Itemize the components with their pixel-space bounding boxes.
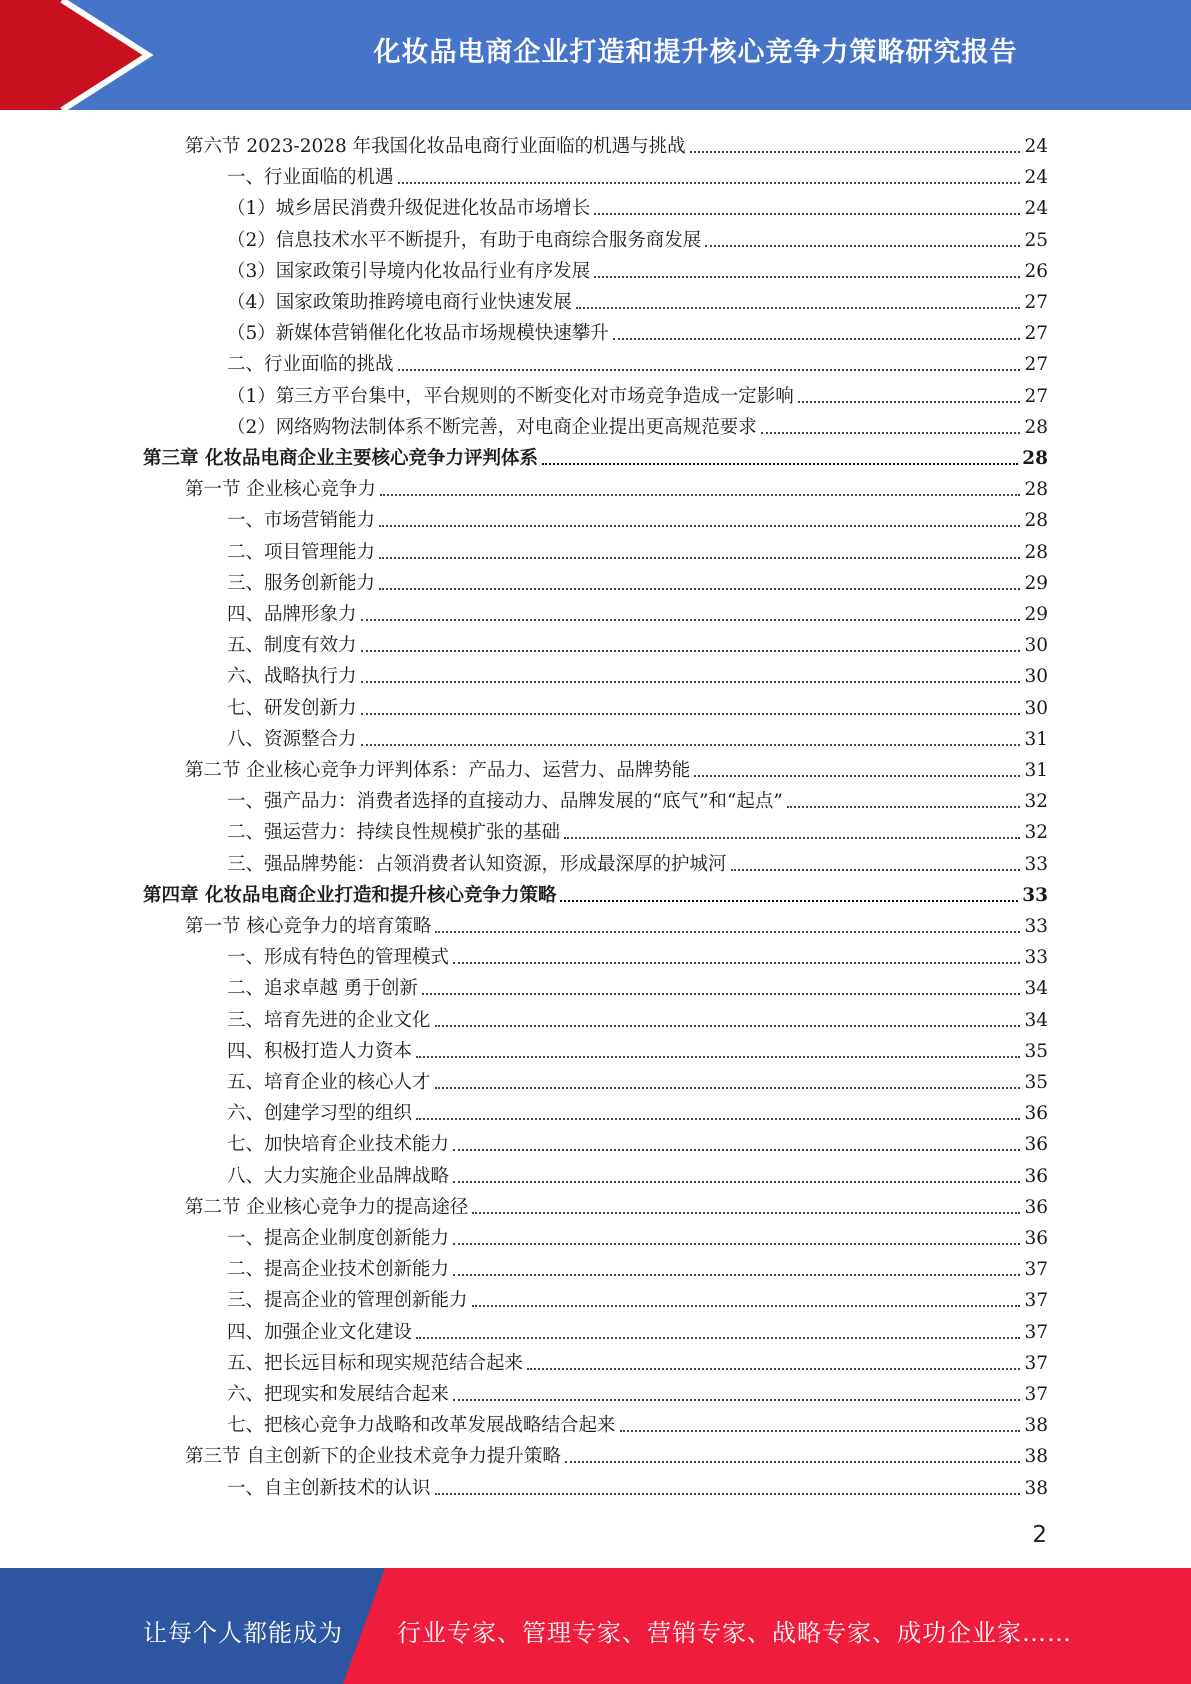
toc-entry-page: 28 xyxy=(1024,510,1048,532)
toc-entry-label: 七、研发创新力 xyxy=(227,697,357,719)
toc-entry[interactable] xyxy=(0,689,1048,720)
toc-entry[interactable] xyxy=(0,1469,1048,1500)
toc-leader-dots xyxy=(731,869,1021,871)
toc-entry-page: 37 xyxy=(1024,1384,1048,1405)
toc-entry-page: 25 xyxy=(1024,229,1048,251)
toc-entry[interactable] xyxy=(0,626,1048,657)
toc-entry-page: 29 xyxy=(1024,572,1048,594)
toc-entry-label: 一、形成有特色的管理模式 xyxy=(227,947,450,969)
toc-entry-page: 27 xyxy=(1024,292,1048,313)
toc-leader-dots xyxy=(435,931,1020,933)
toc-entry-page: 38 xyxy=(1024,1415,1048,1437)
toc-entry-label: 三、服务创新能力 xyxy=(227,572,376,594)
toc-entry[interactable] xyxy=(0,127,1048,158)
toc-leader-dots xyxy=(422,993,1021,995)
toc-entry-page: 24 xyxy=(1024,198,1048,220)
toc-entry-page: 36 xyxy=(1024,1134,1048,1156)
toc-entry-label: 四、品牌形象力 xyxy=(227,604,357,625)
toc-entry-page: 33 xyxy=(1024,853,1048,875)
toc-leader-dots xyxy=(416,1056,1020,1058)
toc-leader-dots xyxy=(620,1430,1021,1432)
toc-entry-page: 36 xyxy=(1024,1103,1048,1125)
toc-entry-page: 27 xyxy=(1024,354,1048,376)
toc-leader-dots xyxy=(594,276,1020,278)
toc-leader-dots xyxy=(361,744,1021,746)
toc-leader-dots xyxy=(361,713,1021,715)
toc-entry[interactable] xyxy=(0,314,1048,345)
toc-entry[interactable] xyxy=(0,470,1048,501)
toc-entry-label: （2）网络购物法制体系不断完善，对电商企业提出更高规范要求 xyxy=(227,416,757,438)
toc-leader-dots xyxy=(564,837,1020,839)
toc-leader-dots xyxy=(690,151,1021,153)
toc-entry-page: 36 xyxy=(1024,1228,1048,1249)
toc-leader-dots xyxy=(787,806,1021,808)
toc-leader-dots xyxy=(613,338,1021,340)
page-footer xyxy=(0,1568,1191,1684)
toc-entry-label: （5）新媒体营销催化化妆品市场规模快速攀升 xyxy=(227,323,609,345)
toc-entry[interactable] xyxy=(0,1375,1048,1406)
toc-leader-dots xyxy=(542,463,1018,465)
toc-entry-page: 36 xyxy=(1024,1196,1048,1218)
toc-entry[interactable] xyxy=(0,720,1048,751)
toc-entry-label: 七、加快培育企业技术能力 xyxy=(227,1134,450,1156)
toc-entry[interactable] xyxy=(0,533,1048,564)
toc-entry-label: 四、加强企业文化建设 xyxy=(227,1321,413,1343)
toc-entry-label: （2）信息技术水平不断提升，有助于电商综合服务商发展 xyxy=(227,229,702,251)
toc-entry-label: 六、创建学习型的组织 xyxy=(227,1103,413,1125)
toc-leader-dots xyxy=(453,962,1020,964)
toc-entry[interactable] xyxy=(0,938,1048,969)
toc-entry-label: 八、大力实施企业品牌战略 xyxy=(227,1165,450,1187)
toc-entry-label: 三、提高企业的管理创新能力 xyxy=(227,1290,468,1312)
toc-entry-label: 第一节 企业核心竞争力 xyxy=(185,479,376,501)
toc-entry-page: 27 xyxy=(1024,323,1048,345)
toc-entry[interactable] xyxy=(0,845,1048,876)
toc-entry-page: 37 xyxy=(1024,1290,1048,1312)
toc-entry-page: 37 xyxy=(1024,1259,1048,1281)
toc-leader-dots xyxy=(398,369,1021,371)
toc-leader-dots xyxy=(453,1399,1020,1401)
toc-entry[interactable] xyxy=(0,1281,1048,1312)
toc-entry-page: 28 xyxy=(1022,448,1048,469)
toc-entry-page: 31 xyxy=(1024,728,1048,750)
toc-leader-dots xyxy=(527,1368,1020,1370)
toc-entry-label: 二、提高企业技术创新能力 xyxy=(227,1259,450,1281)
toc-entry-page: 34 xyxy=(1024,1009,1048,1031)
toc-entry-page: 37 xyxy=(1024,1352,1048,1374)
toc-leader-dots xyxy=(453,1181,1020,1183)
toc-entry[interactable] xyxy=(0,595,1048,626)
toc-entry-page: 32 xyxy=(1024,822,1048,844)
toc-entry-label: 第二节 企业核心竞争力评判体系：产品力、运营力、品牌势能 xyxy=(185,760,691,781)
toc-leader-dots xyxy=(379,525,1020,527)
toc-entry-page: 32 xyxy=(1024,791,1048,813)
toc-leader-dots xyxy=(379,588,1020,590)
toc-entry-page: 30 xyxy=(1024,666,1048,688)
toc-entry-page: 34 xyxy=(1024,978,1048,1000)
toc-entry[interactable] xyxy=(0,1188,1048,1219)
toc-entry-label: 第三节 自主创新下的企业技术竞争力提升策略 xyxy=(185,1446,561,1468)
toc-entry[interactable] xyxy=(0,1157,1048,1188)
toc-entry-page: 27 xyxy=(1024,385,1048,407)
toc-entry[interactable] xyxy=(0,1313,1048,1344)
report-title: 化妆品电商企业打造和提升核心竞争力策略研究报告 xyxy=(373,37,1018,68)
toc-leader-dots xyxy=(361,619,1021,621)
toc-leader-dots xyxy=(379,557,1020,559)
toc-leader-dots xyxy=(560,900,1018,902)
toc-leader-dots xyxy=(416,1337,1020,1339)
toc-entry-page: 38 xyxy=(1024,1446,1048,1468)
toc-entry[interactable] xyxy=(0,751,1048,782)
toc-entry[interactable] xyxy=(0,1406,1048,1437)
toc-entry[interactable] xyxy=(0,969,1048,1000)
toc-entry-label: 第三章 化妆品电商企业主要核心竞争力评判体系 xyxy=(143,448,538,469)
toc-entry-label: 三、强品牌势能：占领消费者认知资源，形成最深厚的护城河 xyxy=(227,853,727,875)
toc-entry-page: 35 xyxy=(1024,1040,1048,1062)
toc-leader-dots xyxy=(472,1212,1020,1214)
toc-entry[interactable] xyxy=(0,158,1048,189)
toc-entry-label: 二、强运营力：持续良性规模扩张的基础 xyxy=(227,822,561,844)
toc-leader-dots xyxy=(361,681,1021,683)
toc-entry-page: 28 xyxy=(1024,541,1048,563)
toc-leader-dots xyxy=(398,182,1021,184)
toc-entry-label: （1）第三方平台集中，平台规则的不断变化对市场竞争造成一定影响 xyxy=(227,385,794,407)
toc-entry[interactable] xyxy=(0,439,1048,470)
toc-leader-dots xyxy=(435,1493,1021,1495)
toc-entry-page: 24 xyxy=(1024,136,1048,157)
toc-entry-page: 30 xyxy=(1024,635,1048,657)
toc-entry-label: 一、自主创新技术的认识 xyxy=(227,1477,431,1499)
toc-entry[interactable] xyxy=(0,1063,1048,1094)
toc-leader-dots xyxy=(453,1243,1020,1245)
toc-leader-dots xyxy=(761,432,1021,434)
toc-entry-label: 一、强产品力：消费者选择的直接动力、品牌发展的“底气”和“起点” xyxy=(227,791,783,813)
toc-entry[interactable] xyxy=(0,907,1048,938)
toc-entry[interactable] xyxy=(0,1001,1048,1032)
toc-entry-label: 第一节 核心竞争力的培育策略 xyxy=(185,916,432,937)
toc-entry-label: 五、把长远目标和现实规范结合起来 xyxy=(227,1352,524,1374)
toc-leader-dots xyxy=(798,401,1021,403)
toc-entry-page: 28 xyxy=(1024,479,1048,501)
toc-entry-label: 二、追求卓越 勇于创新 xyxy=(227,978,418,1000)
toc-entry-page: 33 xyxy=(1022,884,1048,906)
footer-slogan-right: 行业专家、管理专家、营销专家、战略专家、成功企业家…… xyxy=(397,1619,1072,1647)
toc-entry[interactable] xyxy=(0,782,1048,813)
toc-entry[interactable] xyxy=(0,189,1048,220)
toc-entry-page: 31 xyxy=(1024,760,1048,781)
toc-entry-page: 33 xyxy=(1024,947,1048,969)
toc-leader-dots xyxy=(453,1274,1020,1276)
toc-leader-dots xyxy=(435,1087,1021,1089)
toc-entry-label: 第四章 化妆品电商企业打造和提升核心竞争力策略 xyxy=(143,884,557,906)
toc-entry-label: 五、制度有效力 xyxy=(227,635,357,657)
toc-leader-dots xyxy=(705,245,1020,247)
toc-entry[interactable] xyxy=(0,1032,1048,1063)
toc-entry[interactable] xyxy=(0,283,1048,314)
toc-entry[interactable] xyxy=(0,1094,1048,1125)
toc-entry[interactable] xyxy=(0,252,1048,283)
toc-entry-page: 36 xyxy=(1024,1165,1048,1187)
toc-entry-page: 38 xyxy=(1024,1477,1048,1499)
toc-leader-dots xyxy=(453,1149,1020,1151)
toc-entry-page: 26 xyxy=(1024,260,1048,282)
toc-leader-dots xyxy=(416,1118,1020,1120)
toc-leader-dots xyxy=(361,650,1021,652)
toc-leader-dots xyxy=(565,1461,1021,1463)
toc-entry-page: 28 xyxy=(1024,416,1048,438)
toc-leader-dots xyxy=(380,494,1021,496)
toc-entry[interactable] xyxy=(0,876,1048,907)
toc-entry[interactable] xyxy=(0,408,1048,439)
toc-leader-dots xyxy=(472,1305,1021,1307)
toc-leader-dots xyxy=(594,213,1020,215)
toc-entry-page: 24 xyxy=(1024,167,1048,189)
toc-entry-label: （4）国家政策助推跨境电商行业快速发展 xyxy=(227,292,572,313)
toc-entry[interactable] xyxy=(0,221,1048,252)
toc-entry[interactable] xyxy=(0,1125,1048,1156)
toc-leader-dots xyxy=(694,775,1020,777)
toc-entry-label: 一、提高企业制度创新能力 xyxy=(227,1228,450,1249)
toc-entry[interactable] xyxy=(0,345,1048,376)
toc-entry-label: 三、培育先进的企业文化 xyxy=(227,1009,431,1031)
toc-entry-label: 四、积极打造人力资本 xyxy=(227,1040,413,1062)
toc-entry[interactable] xyxy=(0,1344,1048,1375)
toc-entry-page: 29 xyxy=(1024,604,1048,625)
toc-entry-label: （1）城乡居民消费升级促进化妆品市场增长 xyxy=(227,198,591,220)
toc-entry[interactable] xyxy=(0,657,1048,688)
toc-leader-dots xyxy=(435,1025,1021,1027)
toc-entry[interactable] xyxy=(0,813,1048,844)
toc-entry-label: （3）国家政策引导境内化妆品行业有序发展 xyxy=(227,260,591,282)
toc-entry[interactable] xyxy=(0,377,1048,408)
toc-entry-label: 六、战略执行力 xyxy=(227,666,357,688)
toc-entry-label: 八、资源整合力 xyxy=(227,728,357,750)
toc-entry-label: 二、行业面临的挑战 xyxy=(227,354,394,376)
toc-entry-label: 五、培育企业的核心人才 xyxy=(227,1072,431,1093)
footer-slogan-left: 让每个人都能成为 xyxy=(143,1619,343,1647)
toc-entry[interactable] xyxy=(0,564,1048,595)
toc-leader-dots xyxy=(576,307,1021,309)
toc-entry[interactable] xyxy=(0,501,1048,532)
toc-entry-label: 第二节 企业核心竞争力的提高途径 xyxy=(185,1196,469,1218)
toc-entry-label: 二、项目管理能力 xyxy=(227,541,376,563)
toc-entry[interactable] xyxy=(0,1437,1048,1468)
page-header xyxy=(0,0,1191,110)
toc-entry-page: 30 xyxy=(1024,697,1048,719)
toc-entry[interactable] xyxy=(0,1219,1048,1250)
toc-entry-page: 37 xyxy=(1024,1321,1048,1343)
toc-entry-page: 33 xyxy=(1024,916,1048,937)
toc-entry-label: 一、市场营销能力 xyxy=(227,510,376,532)
toc-entry[interactable] xyxy=(0,1250,1048,1281)
page-number: 2 xyxy=(1032,1522,1047,1548)
toc-entry-page: 35 xyxy=(1024,1072,1048,1093)
toc-entry-label: 七、把核心竞争力战略和改革发展战略结合起来 xyxy=(227,1415,616,1437)
toc-entry-label: 第六节 2023-2028 年我国化妆品电商行业面临的机遇与挑战 xyxy=(185,136,686,157)
toc-entry-label: 六、把现实和发展结合起来 xyxy=(227,1384,450,1405)
toc-entry-label: 一、行业面临的机遇 xyxy=(227,167,394,189)
